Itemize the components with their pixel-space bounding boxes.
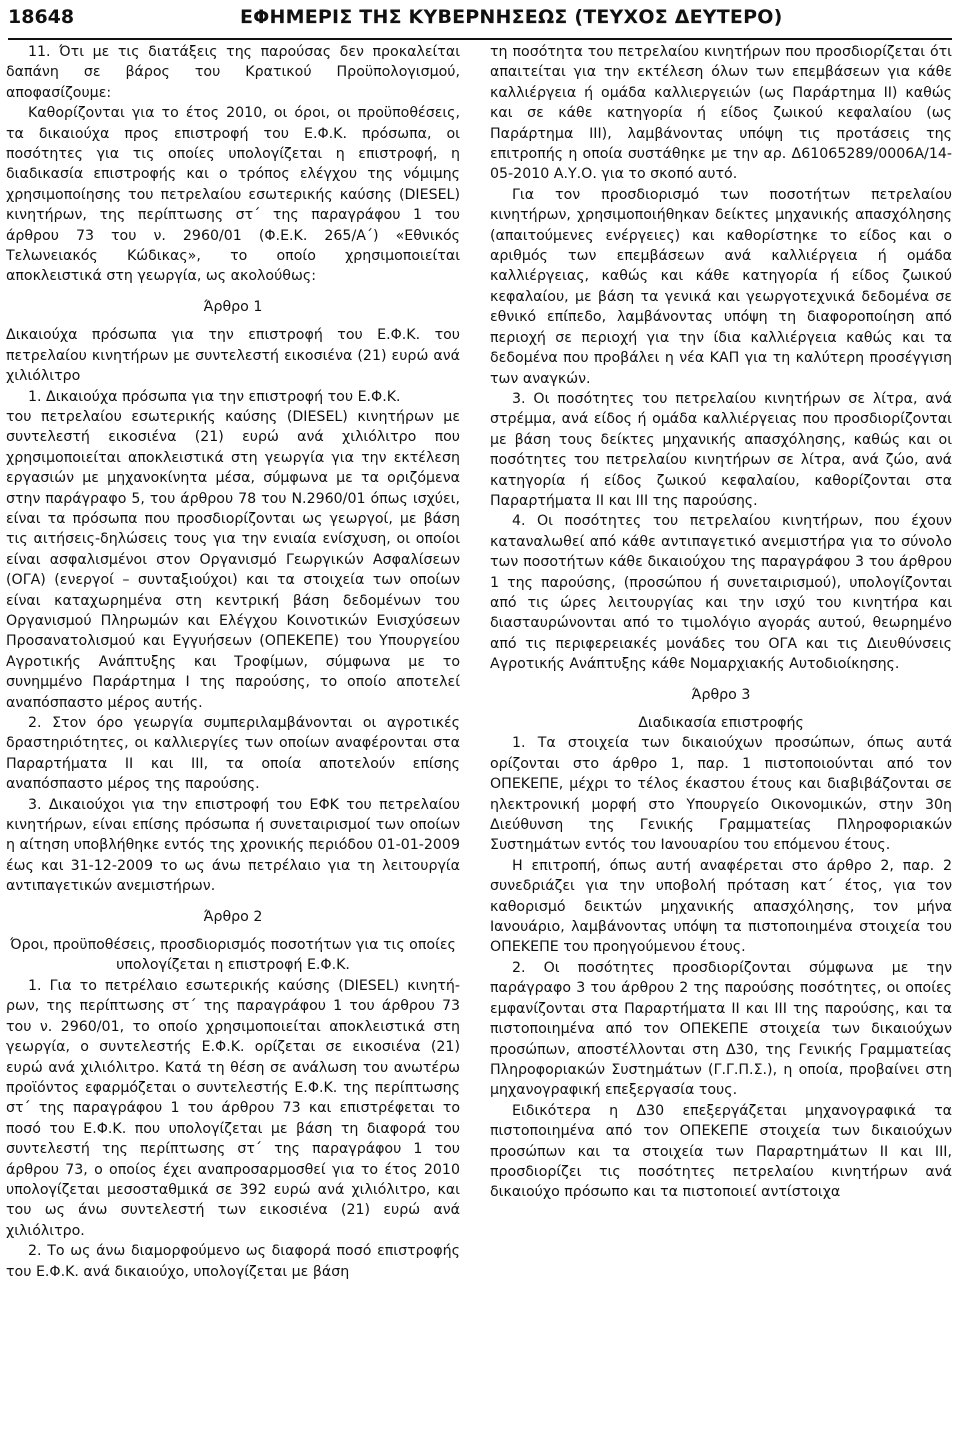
- article-2-paragraph-1: 1. Για το πετρέλαιο εσωτερικής καύσης (DIESEL) κινητήρων, της περίπτωσης στ΄ της παραγράφου 1 του άρθρου 73 του ν. 2960/01, το οποίο χρησιμοποιείται αποκλειστικά στη γεωργία, ο συντελεστής Ε.Φ.Κ. ορίζεται σε εικοσιένα (21) ευρώ ανά χιλιόλιτρο. Κατά τη θέση σε ανάλωση του ανωτέρω προϊόντος εφαρμόζεται ο συντελεστής Ε.Φ.Κ. της περίπτωσης στ΄ της παραγράφου 1 του άρθρου 73 και επιστρέφεται το ποσό του Ε.Φ.Κ. που υπολογίζεται με βάση τη διαφορά του συντελεστή της περίπτωσης στ΄ της παραγράφου 1 του άρθρου 73, ο οποίος έχει αναπροσαρμοσθεί για το έτος 2010 υπολογίζεται μεσοσταθμικά σε 392 ευρώ ανά χιλιόλιτρο, και του ως άνω συντελεστή των εικοσιένα (21) ευρώ ανά χιλιόλιτρο.: [6, 977, 460, 1239]
- article-2-paragraph-4: 4. Οι ποσότητες του πετρελαίου κινητήρων, που έχουν καταναλωθεί από κάθε αντιπαγετικό ανεμιστήρα για το σύνολο των ποσοτήτων κάθε δικαιούχου της παραγράφου 3 του άρθρου 1 της παρούσης, (προσώπου ή συνεταιρισμού), υπολογίζονται από τις ώρες λειτουργίας και την ισχύ του κινητήρα και διασταυρώνονται από το τιμολόγιο αγοράς αυτού, θεωρημένο από τις περιφερειακές μονάδες του ΟΓΑ και τις Διευθύνσεις Αγροτικής Ανάπτυξης κάθε Νομαρχιακής Αυτοδιοίκησης.: [490, 513, 952, 673]
- article-1-paragraph-1-title: 1. Δικαιούχα πρόσωπα για την επιστροφή του Ε.Φ.Κ.: [28, 388, 401, 405]
- article-3-paragraph-2: 2. Οι ποσότητες προσδιορίζονται σύμφωνα με την παράγραφο 3 του άρθρου 2 της παρούσης ποσότητες, οι οποίες εμφανίζονται στα Παραρτήματα ΙΙ και ΙΙΙ της παρούσης, και τα πιστοποιημένα από τον ΟΠΕΚΕΠΕ στοιχεία των δικαιούχων προσώπων, αποστέλλονται στη Δ30, της Γενικής Γραμματείας Πληροφοριακών Συστημάτων (Γ.Γ.Π.Σ.), η οποία, προβαίνει στη μηχανογραφική επεξεργασία τους.: [490, 959, 952, 1099]
- page-header: [8, 2, 952, 40]
- quantities-paragraph: Για τον προσδιορισμό των ποσοτήτων πετρελαίου κινητήρων, χρησιμοποιήθηκαν δείκτες μηχανικής απασχόλησης (απαιτούμενες ενέργειες) και καθορίστηκε το είδος και ο αριθμός των επεμβάσεων ανά καλλιέργεια ή ομάδα καλλιέργειας, καθώς και κάθε κατηγορία ή είδος ζωικού κεφαλαίου, με βάση τα γενικά και γεωργοτεχνικά δεδομένα σε εθνικό επίπεδο, λαμβάνοντας υπόψη τη διαφοροποίηση από περιοχή σε περιοχή για την ίδια καλλιέργεια καθώς και τα δεδομένα που προβάλει η νέα ΚΑΠ για τη καλύτερη προσέγγιση των αναγκών.: [490, 186, 952, 387]
- gazette-title: ΕΦΗΜΕΡΙΣ ΤΗΣ ΚΥΒΕΡΝΗΣΕΩΣ (ΤΕΥΧΟΣ ΔΕΥΤΕΡΟ): [240, 6, 783, 28]
- article-1-paragraph-3: 3. Δικαιούχοι για την επιστροφή του ΕΦΚ του πετρελαίου κινητήρων, είναι επίσης πρόσωπα ή συνεταιρισμοί των οποίων η αίτηση υποβλήθηκε εντός της χρονικής περιόδου 01-01-2009 έως και 31-12-2009 το ως άνω πετρέλαιο για τη λειτουργία αντιπαγετικών ανεμιστήρων.: [6, 796, 460, 895]
- intro-paragraph: 11. Ότι με τις διατάξεις της παρούσας δεν προκαλείται δαπάνη σε βάρος του Κρατικού Προϋπολογισμού, αποφασίζουμε:: [6, 44, 460, 101]
- article-1-paragraph-1-body: του πετρελαίου εσωτερικής καύσης (DIESEL) κινητήρων με συντελεστή εικοσιένα (21) ευρώ ανά χιλιόλιτρο που χρησιμοποιείται αποκλειστικά στη γεωργία για την εκτέλεση εργασιών με μηχανοκίνητα μέσα, σύμφωνα με τα οριζόμενα στην παράγραφο 5, του άρθρου 78 του Ν.2960/01 όπως ισχύει, είναι τα πρόσωπα που προσδιορίζονται ως γεωργοί, με βάση τις αιτήσεις-δηλώσεις τους για την ενιαία ενίσχυση, οι οποίοι είναι ασφαλισμένοι στον Οργανισμό Γεωργικών Ασφαλίσεων (ΟΓΑ) (ενεργοί – συνταξιούχοι) και τα στοιχεία των οποίων είναι καταχωρημένα στη κεντρική βάση δεδομένων του Οργανισμού Πληρωμών και Ελέγχου Κοινοτικών Ενισχύσεων Προσανατολισμού και Εγγυήσεων (ΟΠΕΚΕΠΕ) του Υπουργείου Αγροτικής Ανάπτυξης και Τροφίμων, σύμφωνα με το συνημμένο Παράρτημα Ι της παρούσης, το οποίο αποτελεί αναπόσπαστο μέρος αυτής.: [6, 408, 460, 711]
- left-column: [6, 42, 460, 1282]
- article-1-heading: Άρθρο 1: [203, 298, 263, 315]
- page-number: 18648: [8, 6, 75, 28]
- article-3-paragraph-2b: Ειδικότερα η Δ30 επεξεργάζεται μηχανογραφικά τα πιστοποιημένα από τον ΟΠΕΚΕΠΕ στοιχεία των δικαιούχων προσώπων και τα στοιχεία των Παραρτημάτων ΙΙ και ΙΙΙ, προσδιορίζει τις ποσότητες πετρελαίου κινητήρων ανά δικαιούχο πρόσωπο και τα πιστοποιεί αντίστοιχα: [490, 1102, 952, 1201]
- article-2-subtitle: Όροι, προϋποθέσεις, προσδιορισμός ποσοτήτων για τις οποίες υπολογίζεται η επιστροφή Ε.Φ.Κ.: [10, 937, 456, 974]
- definition-paragraph: Καθορίζονται για το έτος 2010, οι όροι, οι προϋποθέσεις, τα δικαιούχα προς επιστροφή του Ε.Φ.Κ. πρόσωπα, οι ποσότητες για τις οποίες υπολογίζεται η επιστροφή, η διαδικασία επιστροφής και ο τρόπος ελέγχου της νόμιμης χρησιμοποίησης του πετρελαίου εσωτερικής καύσης (DIESEL) κινητήρων, της περίπτωσης στ΄ της παραγράφου 1 του άρθρου 73 του ν. 2960/01 (Φ.Ε.Κ. 265/Α΄) «Εθνικός Τελωνειακός Κώδικας», το οποίο χρησιμοποιείται αποκλειστικά στη γεωργία, ως ακολούθως:: [6, 105, 460, 285]
- article-2-heading: Άρθρο 2: [203, 908, 263, 925]
- article-3-subtitle: Διαδικασία επιστροφής: [638, 715, 804, 731]
- right-column: [490, 42, 952, 1203]
- article-2-paragraph-2-continued: τη ποσότητα του πετρελαίου κινητήρων που προσδιορίζεται ότι απαιτείται για την εκτέλεση όλων των επεμβάσεων για κάθε καλλιέργεια ή ομάδα καλλιεργειών (ως Παράρτημα ΙΙ) καθώς και σε κάθε κατηγορία ή είδος ζωικού κεφαλαίου (ως Παράρτημα ΙΙΙ), λαμβάνοντας υπόψη τις προτάσεις της επιτροπής η οποία συστάθηκε με την αρ. Δ61065289/0006Α/14-05-2010 Α.Υ.Ο. για το σκοπό αυτό.: [490, 44, 952, 183]
- article-3-heading: Άρθρο 3: [691, 686, 751, 703]
- article-1-subtitle: Δικαιούχα πρόσωπα για την επιστροφή του Ε.Φ.Κ. του πετρελαίου κινητήρων με συντελεστή εικοσιένα (21) ευρώ ανά χιλιόλιτρο: [6, 327, 460, 385]
- article-3-paragraph-1: 1. Τα στοιχεία των δικαιούχων προσώπων, όπως αυτά ορίζονται στο άρθρο 1, παρ. 1 πιστοποιούνται από τον ΟΠΕΚΕΠΕ, μέχρι το τέλος έκαστου έτους και διαβιβάζονται σε ηλεκτρονική μορφή στο Υπουργείο Οικονομικών, στην 30η Διεύθυνση της Γενικής Γραμματείας Πληροφοριακών Συστημάτων εντός του Ιανουαρίου του επόμενου έτους.: [490, 735, 952, 854]
- article-3-paragraph-1b: Η επιτροπή, όπως αυτή αναφέρεται στο άρθρο 2, παρ. 2 συνεδριάζει για την υποβολή πρόταση κατ΄ έτος, για τον καθορισμό δεικτών μηχανικής απασχόλησης, τον μήνα Ιανουάριο, λαμβάνοντας υπόψη τα πιστοποιημένα στοιχεία του ΟΠΕΚΕΠΕ του προηγούμενου έτους.: [490, 857, 952, 956]
- article-2-paragraph-3: 3. Οι ποσότητες του πετρελαίου κινητήρων σε λίτρα, ανά στρέμμα, ανά είδος ή ομάδα καλλιέργειας που προσδιορίζονται με βάση τους δείκτες μηχανικής απασχόλησης, καθώς και οι ποσότητες του πετρελαίου κινητήρων σε λίτρα, ανά ζώο, ανά κατηγορία ή είδος ζωικού κεφαλαίου, καθορίζονται στα Παραρτήματα ΙΙ και ΙΙΙ της παρούσης.: [490, 390, 952, 509]
- article-2-paragraph-2: 2. Το ως άνω διαμορφούμενο ως διαφορά ποσό επιστροφής του Ε.Φ.Κ. ανά δικαιούχο, υπολογίζεται με βάση: [6, 1243, 460, 1280]
- article-1-paragraph-2: 2. Στον όρο γεωργία συμπεριλαμβάνονται οι αγροτικές δραστηριότητες, οι καλλιεργίες των οποίων αναφέρονται στα Παραρτήματα ΙΙ και ΙΙΙ, τα οποία αποτελούν επίσης αναπόσπαστο μέρος της παρούσης.: [6, 715, 460, 793]
